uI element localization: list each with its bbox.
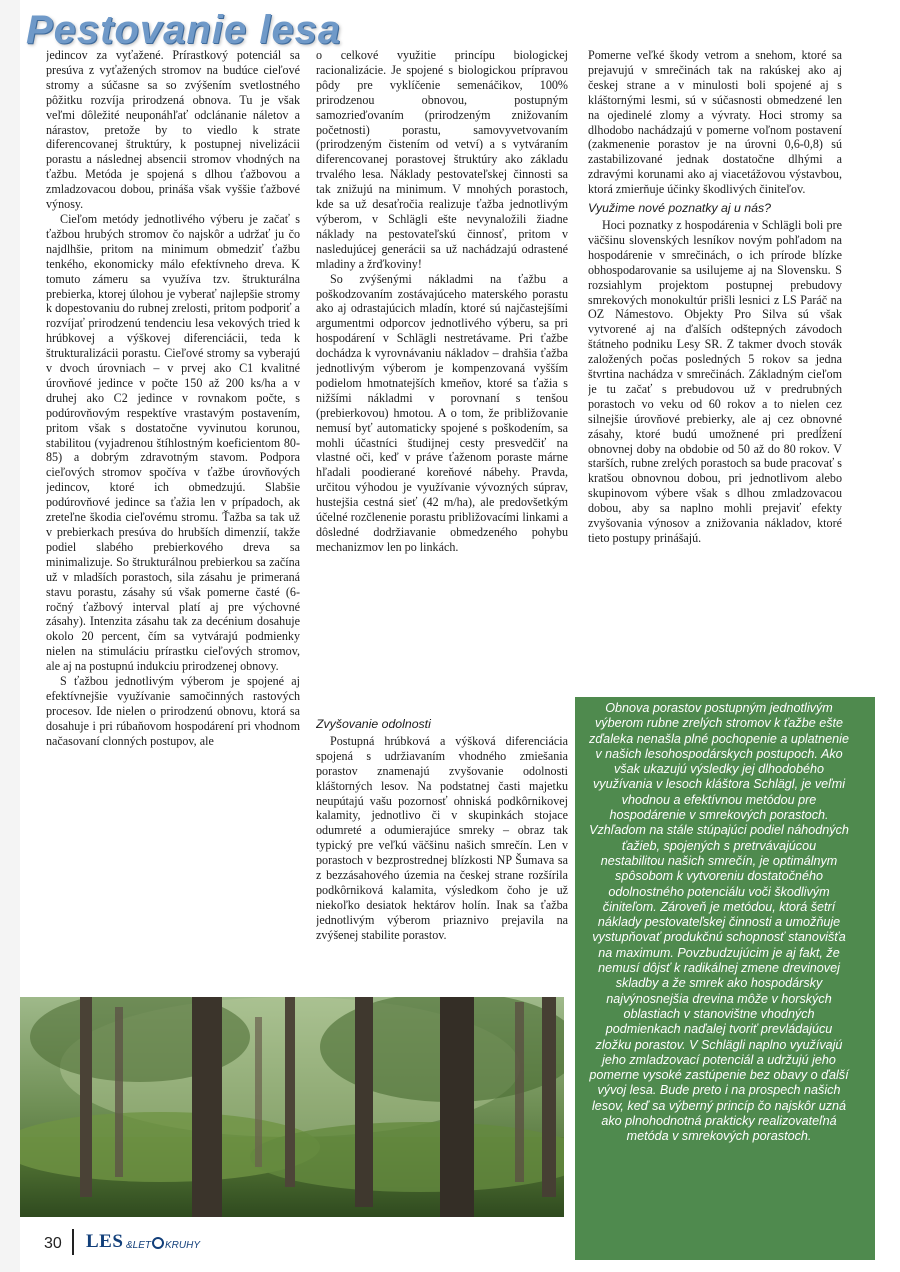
logo-ampersand: & [126, 1240, 133, 1251]
magazine-logo: LES [86, 1231, 124, 1252]
section-title: Pestovanie lesa [26, 8, 342, 52]
logo-kruhy: KRUHY [165, 1240, 201, 1251]
logo-let: LET [132, 1240, 152, 1251]
paragraph: Pomerne veľké škody vetrom a snehom, ktoré sa prejavujú v smrečinách tak na rakúskej ako aj českej strane a v minulosti boli spojené aj s kláštornými lesmi, sú v súčasnosti obmedzené len na ojedinelé zlomy a vývraty. Hoci stromy sa dlhodobo nachádzajú v pomerne voľnom postavení (zakmenenie porastov je na úrovni 0,6-0,8) sú zastabilizované jednak dostatočne dlhými a zdravými korunami ako aj viacetážovou výstavbou, ktorá zmierňuje účinky škodlivých činiteľov. [588, 48, 842, 197]
page-number: 30 [44, 1235, 62, 1252]
forest-photo [20, 997, 564, 1217]
magazine-logo-subtitle [126, 1237, 200, 1251]
paragraph: So zvýšenými nákladmi na ťažbu a poškodzovaním zostávajúceho materského porastu ako aj odrastajúcich mladín, ktoré sú najčastejšími argumentmi odporcov jednotlivého výberu, sa pri hospodárení v Schlägli nestretávame. Pri ťažbe dochádza k vyrovnávaniu nákladov – drahšia ťažba jednotlivým výberom je kompenzovaná vyšším podielom hmotnatejších kmeňov, ktoré sa ťažia s nižšími nákladmi v porovnaní s tenšou (prebierkovou) hmotou. A o tom, že približovanie nemusí byť automaticky spojené s poškodením, sa mohli účastníci študijnej cesty presvedčiť na vlastné oči, keď v práve ťaženom poraste márne hľadali poodierané koreňové nábehy. Pravda, určitou výhodou je využívanie vývozných súprav, hustejšia cestná sieť (42 m/ha), ale predovšetkým účelné rozčlenenie porastu približovacími linkami a dôsledné dodržiavanie obmedzeného pohybu mechanizmov len po linkách. [316, 271, 568, 554]
footer-divider [72, 1229, 74, 1255]
paragraph: o celkové využitie princípu biologickej racionalizácie. Je spojené s biologickou prípravou pôdy pre vyklíčenie semenáčikov, 100% prirodzenou obnovou, postupným samozrieďovaním (prirodzeným znižovaním početnosti) porastu, samovyvetvovaním (prirodzeným čistením od vetví) a s vytváraním diferencovanej porastovej štruktúry ako základu trvalého lesa. Náklady pestovateľskej činnosti sa tak znižujú na minimum. V mnohých porastoch, kde sa už desaťročia realizuje ťažba jednotlivým výberom, v Schlägli ešte nevynaložili žiadne náklady na pestovateľskú činnosť, pritom v nasledujúcej generácii sa už nachádzajú odrastené mladiny a žrďkoviny! [316, 48, 568, 271]
paragraph: Cieľom metódy jednotlivého výberu je začať s ťažbou hrubých stromov čo najskôr a udržať ju čo najdlhšie, pritom na minimum obmedziť ťažbu tenkého, ekonomicky málo efektívneho dreva. K tomuto zámeru sa využíva tzv. štrukturálna prebierka, ktorej úlohou je vyberať najlepšie stromy k dopestovaniu do rubnej zrelosti, pritom podporiť a rozvíjať prirodzenú tendenciu lesa vekových tried k hrúbkovej a výškovej diferenciácii, teda k štrukturalizácii porastu. Cieľové stromy sa vyberajú v dvoch úrovniach – v prvej ako C1 kvalitné úrovňové jedince v počte 150 až 200 ks/ha a v druhej ako C2 jedince v rovnakom počte, s podúrovňovým respektíve vrastavým postavením, pritom však s dostatočne vyvinutou korunou, stabilitou (vyjadrenou štíhlostným koeficientom 80-85) a dobrým zdravotným stavom. Podpora cieľových stromov spočíva v ťažbe úrovňových jedincov, ktoré ich obmedzujú. Slabšie podúrovňové jedince sa ťažia len v prípadoch, ak zreteľne škodia cieľovému stromu. Ťažba sa tak už v prebierkach presúva do hrubších dimenzií, takže podiel slabého prebierkového dreva sa minimalizuje. So štrukturálnou prebierkou sa začína už v mladších porastoch, sila zásahu je primeraná stavu porastu, zásahy sú však pomerne časté (6-ročný ťažbový interval platí aj pre výchovné zásahy). Intenzita zásahu tak za decénium dosahuje okolo 20 percent, čím sa vytvárajú podmienky nielen na stimuláciu prírastku cieľových stromov, ale aj na postupnú indukciu prirodzenej obnovy. [46, 211, 300, 674]
text-column-3 [588, 48, 842, 695]
paragraph: jedincov za vyťažené. Prírastkový potenciál sa presúva z vyťažených stromov na budúce cieľové stromy a súčasne sa so zvýšením svetlostného pôžitku rozvíja prirodzená obnova. Tu je však veľmi dôležité neuponáhľať odclánanie náletov a nárastov, pretože by to viedlo k strate diferencovanej štruktúry, k postupnej nivelizácii porastu a následnej absencii stromov vhodných na ťažbu. Metóda je spojená s dlhou ťažbovou a zmladzovacou dobou, prináša však vyššie ťažbové výnosy. [46, 48, 300, 212]
text-column-2 [316, 48, 568, 603]
paragraph: S ťažbou jednotlivým výberom je spojené aj efektívnejšie využívanie samočinných rastových procesov. Ide nielen o prirodzenú obnovu, ktorá sa dosahuje i pri rúbaňovom hospodárení pri vhodnom načasovaní clonných postupov, ale [46, 674, 300, 748]
text-column-1 [46, 48, 300, 983]
subheading: Zvyšovanie odolnosti [316, 717, 431, 731]
text-column-2-lower [316, 713, 568, 1003]
highlight-text: Obnova porastov postupným jednotlivým výberom rubne zrelých stromov k ťažbe ešte zďaleka nenašla plné pochopenie a uplatnenie v našich lesohospodárskych postupoch. Ako však ukazujú výsledky jej dlhodobého využívania v lesoch kláštora Schlägl, je veľmi vhodnou a efektívnou metódou pre hospodárenie v smrekových porastoch. Vzhľadom na stále stúpajúci podiel náhodných ťažieb, spojených s pretrvávajúcou nestabilitou našich smrečín, je optimálnym spôsobom k vytvoreniu dostatočného odolnostného potenciálu voči škodlivým činiteľom. Zároveň je metódou, ktorá šetrí náklady pestovateľskej činnosti a umožňuje vystupňovať produkčnú schopnosť stanovišťa na maximum. Povzbudzujúcim je aj fakt, že nemusí dôjsť k radikálnej zmene drevinovej skladby a že smrek ako hospodársky najvýnosnejšia drevina môže v horských oblastiach v stanovištne vhodných podmienkach naďalej tvoriť prevládajúcu zložku porastov. V Schlägli naplno využívajú jeho zmladzovací potenciál a udržujú jeho pomerne vysoké zastúpenie bez obavy o ďalší vývoj lesa. Bude preto i na prospech našich lesov, keď sa výberný princíp čo najskôr uzná ako plnohodnotná prakticky realizovateľná metóda v smrekových porastoch. [589, 701, 849, 1144]
subheading: Využime nové poznatky aj u nás? [588, 201, 771, 216]
highlight-box [575, 697, 875, 1260]
paragraph: Hoci poznatky z hospodárenia v Schlägli boli pre väčšinu slovenských lesníkov novým pohľadom na hospodárenie v smrečinách, o ich prírode blízke obhospodarovanie sa usilujeme aj na Slovensku. S rozsiahlym projektom postupnej prebudovy smrekových monokultúr prišli lesnici z LS Paráč na OZ Námestovo. Objekty Pro Silva sú však vytvorené aj na ďalších odštepných závodoch štátneho podniku Lesy SR. Z takmer dvoch stovák založených počas posledných 5 rokov sa jedna štvrtina nachádza v smrečinách. Základným cieľom je tu začať s prebudovou už v predrubných porastoch vo veku od 60 rokov a to nielen cez silnejšie úrovňové prebierky, ale aj cez obnovné zásahy, ktoré budú umožnené pri predĺžení obnovnej doby na obdobie od 50 až do 80 rokov. V starších, rubne zrelých porastoch sa bude pracovať s kratšou obnovnou dobou, pri jednotlivom alebo skupinovom výbere však s dlhou zmladzovacou dobou, aby sa naplno mohli prejaviť efekty zvyšovania výnosov a znižovania nákladov, ktoré tieto postupy prinášajú. [588, 217, 842, 545]
paragraph: Postupná hrúbková a výšková diferenciácia spojená s udržiavaním vhodného zmiešania porastov znamenajú zvyšovanie odolnosti kláštorných lesov. Na podstatnej časti majetku neupútajú vašu pozornosť ohniská podkôrnikovej kalamity, jednotlivo či v skupinkách stojace odumreté a odumierajúce smreky – obraz tak typický pre veľkú väčšinu našich smrečín. Len v porastoch v bezprostrednej blízkosti NP Šumava sa z bezzásahového územia na českej strane rozšírila podkôrniková kalamita, výsledkom čoho je už niekoľko desiatok hektárov holín. Inak sa ťažba jednotlivým výberom priaznivo prejavila na zvýšenej stabilite porastov. [316, 733, 568, 942]
forest-illustration [20, 997, 564, 1217]
ring-icon [152, 1237, 164, 1249]
page-margin [0, 0, 20, 1272]
